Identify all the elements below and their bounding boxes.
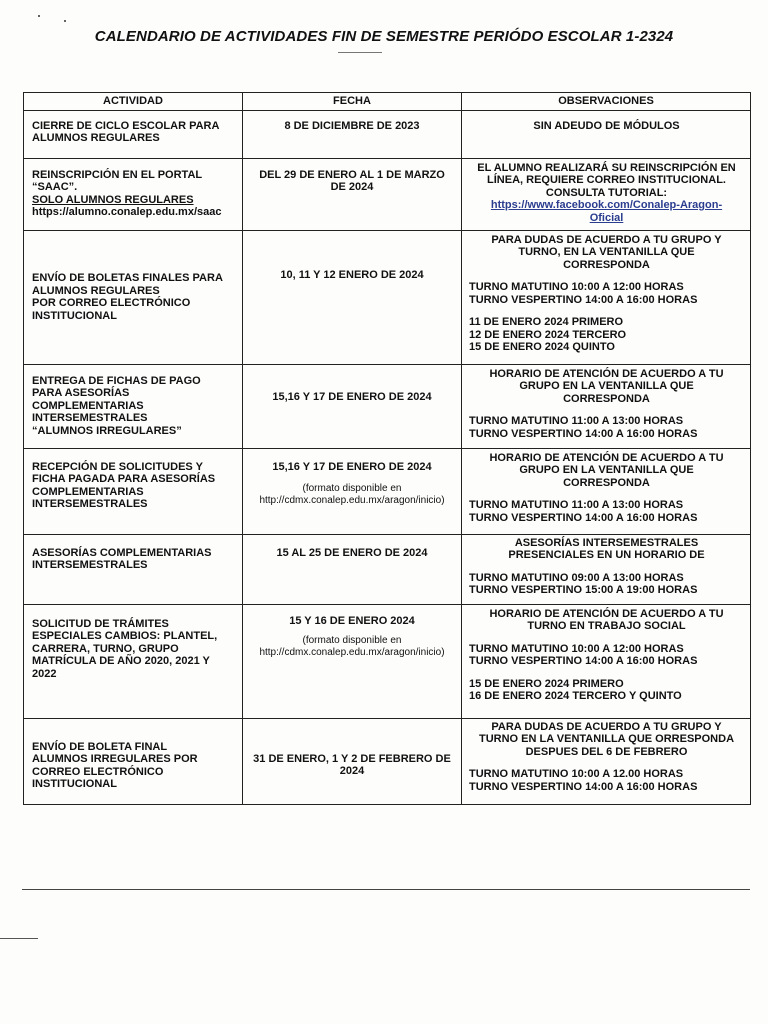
observation-line: TURNO EN TRABAJO SOCIAL bbox=[527, 620, 686, 632]
activity-line: POR CORREO ELECTRÓNICO bbox=[32, 297, 191, 309]
cell-actividad bbox=[24, 364, 243, 448]
schedule-line: TURNO VESPERTINO 15:00 A 19:00 HORAS bbox=[469, 584, 698, 596]
observation-line: CONSULTA TUTORIAL: bbox=[545, 186, 668, 199]
activity-line: INSTITUCIONAL bbox=[32, 778, 117, 790]
activity-url: https://alumno.conalep.edu.mx/saac bbox=[32, 206, 222, 218]
schedule-line: TURNO MATUTINO 11:00 A 13:00 HORAS bbox=[469, 415, 684, 427]
cell-actividad bbox=[24, 604, 243, 718]
observation-line: PRESENCIALES EN UN HORARIO DE bbox=[508, 549, 705, 561]
cell-observaciones bbox=[462, 158, 751, 230]
facebook-link[interactable]: https://www.facebook.com/Conalep-Aragon- bbox=[490, 199, 723, 211]
format-note-line: (formato disponible en bbox=[302, 483, 402, 494]
date-line: 15,16 Y 17 DE ENERO DE 2024 bbox=[272, 460, 432, 473]
observation-line: HORARIO DE ATENCIÓN DE ACUERDO A TU bbox=[489, 607, 724, 620]
cell-observaciones bbox=[462, 448, 751, 534]
schedule-line: TURNO MATUTINO 10:00 A 12:00 HORAS bbox=[469, 642, 684, 655]
schedule-line: TURNO MATUTINO 10:00 A 12.00 HORAS bbox=[469, 768, 684, 780]
cell-observaciones bbox=[462, 230, 751, 364]
observation-line: ASESORÍAS INTERSEMESTRALES bbox=[514, 536, 699, 549]
date-line: 2024 bbox=[339, 765, 365, 777]
date-line: DEL 29 DE ENERO AL 1 DE MARZO bbox=[259, 168, 445, 181]
table-header-row bbox=[24, 93, 751, 111]
activity-line: SOLO ALUMNOS REGULARES bbox=[32, 193, 194, 206]
header-fecha: FECHA bbox=[243, 93, 462, 111]
activity-line: FICHA PAGADA PARA ASESORÍAS bbox=[32, 473, 216, 485]
cell-fecha bbox=[243, 230, 462, 364]
activity-line: ALUMNOS REGULARES bbox=[32, 132, 160, 144]
page-title: CALENDARIO DE ACTIVIDADES FIN DE SEMESTRE PERIÓDO ESCOLAR 1-2324 bbox=[94, 28, 674, 45]
scan-speck bbox=[38, 15, 40, 17]
cell-actividad bbox=[24, 230, 243, 364]
cell-fecha bbox=[243, 718, 462, 804]
header-observaciones: OBSERVACIONES bbox=[462, 93, 751, 111]
observation-line: CORRESPONDA bbox=[563, 392, 650, 405]
format-url: http://cdmx.conalep.edu.mx/aragon/inicio) bbox=[259, 647, 445, 658]
activity-line: INTERSEMESTRALES bbox=[32, 559, 148, 571]
date-line: 10, 11 Y 12 ENERO DE 2024 bbox=[280, 268, 424, 281]
cell-observaciones bbox=[462, 604, 751, 718]
activity-line: “SAAC”. bbox=[32, 181, 78, 193]
date-line: 8 DE DICIEMBRE DE 2023 bbox=[284, 119, 420, 132]
observation-line: TURNO, EN LA VENTANILLA QUE bbox=[518, 246, 695, 258]
table-row bbox=[24, 448, 751, 534]
date-group-line: 11 DE ENERO 2024 PRIMERO bbox=[469, 316, 624, 328]
format-url: http://cdmx.conalep.edu.mx/aragon/inicio) bbox=[259, 495, 445, 506]
table-row bbox=[24, 364, 751, 448]
cell-observaciones bbox=[462, 364, 751, 448]
date-group-line: 16 DE ENERO 2024 TERCERO Y QUINTO bbox=[469, 690, 682, 702]
activity-line: ESPECIALES CAMBIOS: PLANTEL, bbox=[32, 630, 218, 642]
date-line: DE 2024 bbox=[330, 181, 374, 193]
date-line: 15 AL 25 DE ENERO DE 2024 bbox=[276, 546, 428, 559]
cell-observaciones bbox=[462, 110, 751, 158]
schedule-line: TURNO VESPERTINO 14:00 A 16:00 HORAS bbox=[469, 780, 698, 793]
schedule-line: TURNO VESPERTINO 14:00 A 16:00 HORAS bbox=[469, 655, 698, 667]
margin-rule bbox=[0, 938, 38, 939]
bottom-rule bbox=[22, 889, 750, 890]
activity-line: INSTITUCIONAL bbox=[32, 309, 117, 322]
activity-line: MATRÍCULA DE AÑO 2020, 2021 Y bbox=[32, 655, 210, 667]
title-mark bbox=[338, 52, 382, 53]
format-note-line: (formato disponible en bbox=[302, 635, 402, 646]
observation-line: CORRESPONDA bbox=[563, 258, 650, 271]
observation-line: SIN ADEUDO DE MÓDULOS bbox=[533, 119, 680, 132]
date-group-line: 12 DE ENERO 2024 TERCERO bbox=[469, 328, 627, 341]
table-row bbox=[24, 534, 751, 604]
activity-line: ASESORÍAS COMPLEMENTARIAS bbox=[32, 546, 212, 559]
activity-line: COMPLEMENTARIAS bbox=[32, 485, 144, 498]
activity-line: REINSCRIPCIÓN EN EL PORTAL bbox=[32, 168, 203, 181]
activity-line: “ALUMNOS IRREGULARES” bbox=[32, 424, 182, 437]
observation-line: HORARIO DE ATENCIÓN DE ACUERDO A TU bbox=[489, 451, 724, 464]
date-group-line: 15 DE ENERO 2024 PRIMERO bbox=[469, 677, 624, 690]
table-row bbox=[24, 110, 751, 158]
schedule-line: TURNO MATUTINO 09:00 A 13:00 HORAS bbox=[469, 571, 684, 584]
schedule-line: TURNO VESPERTINO 14:00 A 16:00 HORAS bbox=[469, 293, 698, 306]
schedule-line: TURNO VESPERTINO 14:00 A 16:00 HORAS bbox=[469, 427, 698, 440]
table-row bbox=[24, 230, 751, 364]
observation-line: EL ALUMNO REALIZARÁ SU REINSCRIPCIÓN EN bbox=[477, 161, 736, 174]
facebook-link[interactable]: Oficial bbox=[589, 211, 624, 224]
observation-line: GRUPO EN LA VENTANILLA QUE bbox=[519, 380, 694, 392]
table-row bbox=[24, 158, 751, 230]
activity-line: PARA ASESORÍAS bbox=[32, 387, 130, 399]
header-actividad: ACTIVIDAD bbox=[24, 93, 243, 111]
activity-line: 2022 bbox=[32, 667, 57, 680]
cell-fecha bbox=[243, 158, 462, 230]
activity-line: COMPLEMENTARIAS bbox=[32, 399, 144, 412]
activity-line: INTERSEMESTRALES bbox=[32, 412, 148, 424]
activity-line: RECEPCIÓN DE SOLICITUDES Y bbox=[32, 460, 203, 473]
cell-actividad bbox=[24, 718, 243, 804]
activity-line: ENTREGA DE FICHAS DE PAGO bbox=[32, 374, 201, 387]
activity-line: ENVÍO DE BOLETA FINAL bbox=[32, 740, 168, 753]
cell-fecha bbox=[243, 110, 462, 158]
cell-fecha bbox=[243, 448, 462, 534]
date-line: 31 DE ENERO, 1 Y 2 DE FEBRERO DE bbox=[253, 752, 451, 765]
activity-line: ENVÍO DE BOLETAS FINALES PARA bbox=[32, 272, 223, 284]
observation-line: HORARIO DE ATENCIÓN DE ACUERDO A TU bbox=[489, 367, 724, 380]
observation-line: DESPUES DEL 6 DE FEBRERO bbox=[525, 745, 688, 758]
observation-line: PARA DUDAS DE ACUERDO A TU GRUPO Y bbox=[491, 233, 722, 246]
table-row bbox=[24, 718, 751, 804]
schedule-line: TURNO MATUTINO 11:00 A 13:00 HORAS bbox=[469, 499, 684, 511]
observation-line: LÍNEA, REQUIERE CORREO INSTITUCIONAL. bbox=[487, 174, 726, 186]
observation-line: GRUPO EN LA VENTANILLA QUE bbox=[519, 464, 694, 476]
schedule-line: TURNO MATUTINO 10:00 A 12:00 HORAS bbox=[469, 281, 684, 293]
observation-line: PARA DUDAS DE ACUERDO A TU GRUPO Y bbox=[491, 720, 722, 733]
observation-line: TURNO EN LA VENTANILLA QUE ORRESPONDA bbox=[478, 733, 735, 745]
schedule-line: TURNO VESPERTINO 14:00 A 16:00 HORAS bbox=[469, 511, 698, 524]
scan-speck bbox=[64, 20, 66, 22]
cell-actividad bbox=[24, 448, 243, 534]
cell-actividad bbox=[24, 158, 243, 230]
cell-fecha bbox=[243, 604, 462, 718]
date-line: 15 Y 16 DE ENERO 2024 bbox=[289, 614, 415, 627]
activity-line: ALUMNOS REGULARES bbox=[32, 284, 160, 297]
cell-observaciones bbox=[462, 534, 751, 604]
activity-line: CARRERA, TURNO, GRUPO bbox=[32, 642, 179, 655]
date-line: 15,16 Y 17 DE ENERO DE 2024 bbox=[272, 390, 432, 403]
cell-observaciones bbox=[462, 718, 751, 804]
observation-line: CORRESPONDA bbox=[563, 476, 650, 489]
cell-fecha bbox=[243, 534, 462, 604]
cell-actividad bbox=[24, 534, 243, 604]
activity-line: SOLICITUD DE TRÁMITES bbox=[32, 617, 169, 630]
table-row bbox=[24, 604, 751, 718]
cell-fecha bbox=[243, 364, 462, 448]
activity-line: CORREO ELECTRÓNICO bbox=[32, 765, 164, 778]
activities-table bbox=[23, 92, 751, 805]
activity-line: INTERSEMESTRALES bbox=[32, 498, 148, 510]
cell-actividad bbox=[24, 110, 243, 158]
activity-line: ALUMNOS IRREGULARES POR bbox=[32, 753, 198, 765]
activity-line: CIERRE DE CICLO ESCOLAR PARA bbox=[32, 119, 220, 132]
date-group-line: 15 DE ENERO 2024 QUINTO bbox=[469, 341, 615, 353]
